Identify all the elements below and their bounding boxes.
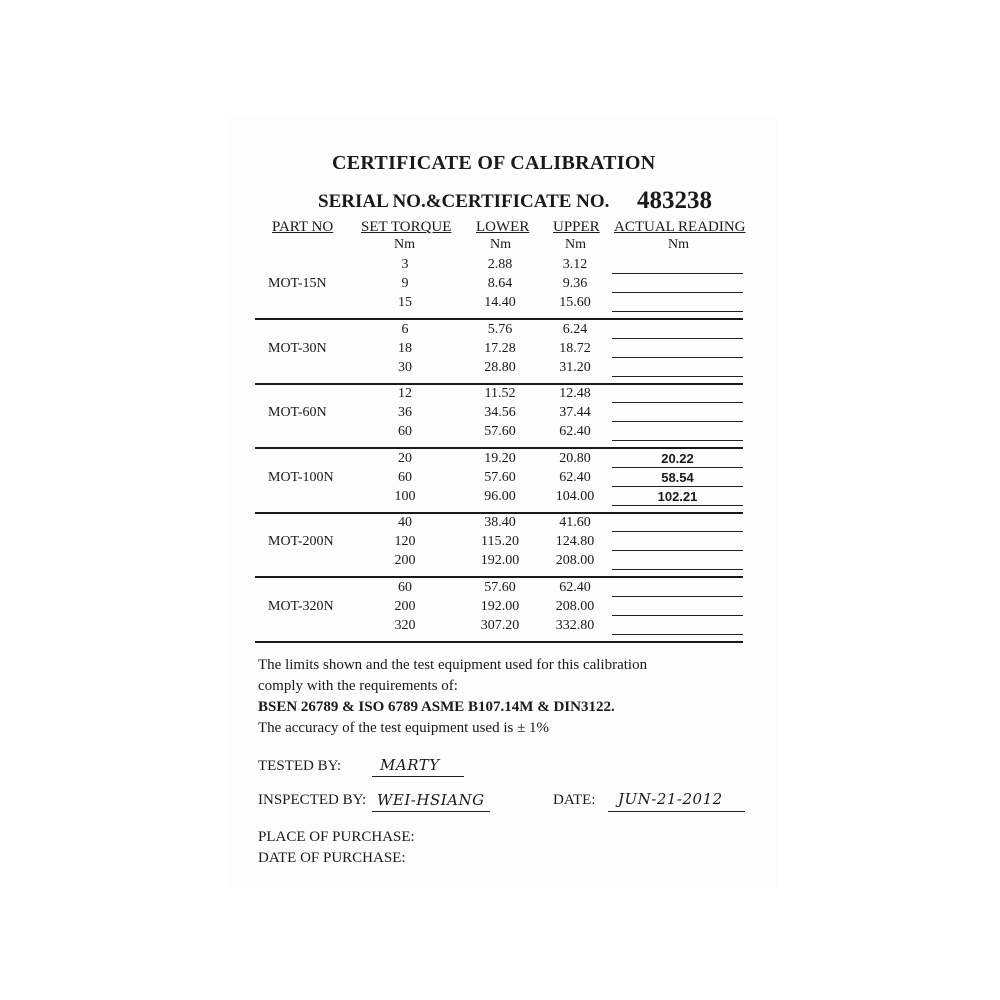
set-torque-cell: 120 [394, 534, 416, 549]
date-label: DATE: [553, 792, 596, 808]
lower-limit-cell: 34.56 [484, 405, 516, 420]
group-separator [255, 318, 743, 320]
lower-limit-cell: 8.64 [487, 276, 513, 291]
set-torque-cell: 100 [394, 488, 416, 504]
actual-reading-line [612, 505, 743, 506]
actual-reading-line [612, 273, 743, 274]
upper-limit-cell: 3.12 [562, 257, 588, 272]
set-torque-cell: 12 [398, 386, 412, 401]
upper-limit-cell: 62.40 [559, 469, 591, 485]
lower-limit-cell: 307.20 [480, 617, 520, 633]
lower-limit-cell: 11.52 [484, 386, 516, 401]
actual-reading-line [612, 531, 743, 532]
serial-value: 483238 [637, 187, 712, 214]
header-upper: UPPER [553, 219, 600, 235]
lower-limit-cell: 5.76 [487, 321, 513, 337]
set-torque-cell: 6 [401, 321, 409, 337]
upper-limit-cell: 332.80 [555, 617, 595, 633]
upper-limit-cell: 9.36 [562, 276, 588, 291]
header-actual-reading: ACTUAL READING [614, 219, 746, 235]
upper-limit-cell: 20.80 [559, 450, 591, 466]
unit-actual-reading: Nm [668, 237, 689, 252]
unit-lower: Nm [490, 237, 511, 252]
lower-limit-cell: 115.20 [481, 534, 519, 549]
set-torque-cell: 200 [394, 553, 416, 568]
header-set-torque: SET TORQUE [361, 219, 452, 235]
actual-reading-line [612, 634, 743, 635]
header-part-no: PART NO [272, 219, 334, 235]
set-torque-cell: 36 [398, 405, 412, 420]
part-number-cell: MOT-60N [268, 405, 327, 420]
tested-by-signature: MARTY [380, 756, 440, 774]
group-separator [255, 576, 743, 578]
upper-limit-cell: 62.40 [559, 579, 591, 595]
actual-reading-value: 58.54 [661, 469, 694, 485]
set-torque-cell: 15 [398, 295, 412, 310]
accuracy-statement: The accuracy of the test equipment used is ± 1% [258, 720, 550, 736]
actual-reading-line [612, 550, 743, 551]
group-separator [255, 447, 743, 449]
lower-limit-cell: 38.40 [484, 515, 516, 530]
lower-limit-cell: 17.28 [484, 340, 516, 356]
actual-reading-value: 102.21 [657, 488, 698, 504]
lower-limit-cell: 192.00 [480, 598, 520, 614]
upper-limit-cell: 62.40 [559, 424, 591, 439]
date-line [608, 811, 745, 812]
lower-limit-cell: 57.60 [484, 424, 516, 439]
actual-reading-line [612, 338, 743, 339]
certificate-title: CERTIFICATE OF CALIBRATION [332, 152, 656, 174]
actual-reading-line [612, 402, 743, 403]
set-torque-cell: 60 [398, 469, 412, 485]
lower-limit-cell: 192.00 [480, 553, 520, 568]
upper-limit-cell: 124.80 [555, 534, 595, 549]
actual-reading-line [612, 357, 743, 358]
lower-limit-cell: 57.60 [484, 579, 516, 595]
part-number-cell: MOT-30N [268, 340, 327, 356]
group-separator [255, 641, 743, 643]
place-of-purchase-label: PLACE OF PURCHASE: [258, 829, 415, 845]
lower-limit-cell: 28.80 [484, 359, 516, 375]
set-torque-cell: 320 [394, 617, 416, 633]
part-number-cell: MOT-100N [268, 469, 334, 485]
lower-limit-cell: 2.88 [487, 257, 513, 272]
actual-reading-line [612, 292, 743, 293]
group-separator [255, 512, 743, 514]
upper-limit-cell: 6.24 [562, 321, 588, 337]
actual-reading-line [612, 467, 743, 468]
upper-limit-cell: 15.60 [559, 295, 591, 310]
upper-limit-cell: 208.00 [555, 553, 595, 568]
part-number-cell: MOT-15N [268, 276, 327, 291]
group-separator [255, 383, 743, 385]
actual-reading-value: 20.22 [661, 450, 694, 466]
lower-limit-cell: 96.00 [484, 488, 516, 504]
set-torque-cell: 18 [398, 340, 412, 356]
set-torque-cell: 200 [394, 598, 416, 614]
inspected-by-line [372, 811, 490, 812]
upper-limit-cell: 31.20 [559, 359, 591, 375]
actual-reading-line [612, 486, 743, 487]
upper-limit-cell: 208.00 [555, 598, 595, 614]
actual-reading-line [612, 311, 743, 312]
part-number-cell: MOT-200N [268, 534, 334, 549]
header-lower: LOWER [476, 219, 530, 235]
compliance-line-1: The limits shown and the test equipment used for this calibration [258, 657, 648, 673]
unit-set-torque: Nm [394, 237, 415, 252]
actual-reading-line [612, 596, 743, 597]
actual-reading-line [612, 440, 743, 441]
actual-reading-line [612, 376, 743, 377]
upper-limit-cell: 104.00 [555, 488, 595, 504]
inspected-by-label: INSPECTED BY: [258, 792, 367, 808]
lower-limit-cell: 14.40 [484, 295, 516, 310]
lower-limit-cell: 19.20 [484, 450, 516, 466]
date-of-purchase-label: DATE OF PURCHASE: [258, 850, 406, 866]
set-torque-cell: 9 [401, 276, 409, 291]
tested-by-label: TESTED BY: [258, 758, 342, 774]
set-torque-cell: 60 [398, 424, 412, 439]
set-torque-cell: 40 [398, 515, 412, 530]
upper-limit-cell: 12.48 [559, 386, 591, 401]
set-torque-cell: 30 [398, 359, 412, 375]
compliance-line-2: comply with the requirements of: [258, 678, 458, 694]
compliance-standards: BSEN 26789 & ISO 6789 ASME B107.14M & DIN3122. [258, 699, 615, 715]
set-torque-cell: 3 [401, 257, 409, 272]
serial-label: SERIAL NO.&CERTIFICATE NO. [318, 191, 610, 212]
set-torque-cell: 60 [398, 579, 412, 595]
unit-upper: Nm [565, 237, 586, 252]
set-torque-cell: 20 [398, 450, 412, 466]
upper-limit-cell: 37.44 [559, 405, 591, 420]
actual-reading-line [612, 569, 743, 570]
tested-by-line [372, 776, 464, 777]
upper-limit-cell: 18.72 [559, 340, 591, 356]
lower-limit-cell: 57.60 [484, 469, 516, 485]
part-number-cell: MOT-320N [268, 598, 334, 614]
upper-limit-cell: 41.60 [559, 515, 591, 530]
actual-reading-line [612, 421, 743, 422]
actual-reading-line [612, 615, 743, 616]
date-value: JUN-21-2012 [618, 790, 723, 808]
inspected-by-signature: WEI-HSIANG [377, 791, 485, 809]
